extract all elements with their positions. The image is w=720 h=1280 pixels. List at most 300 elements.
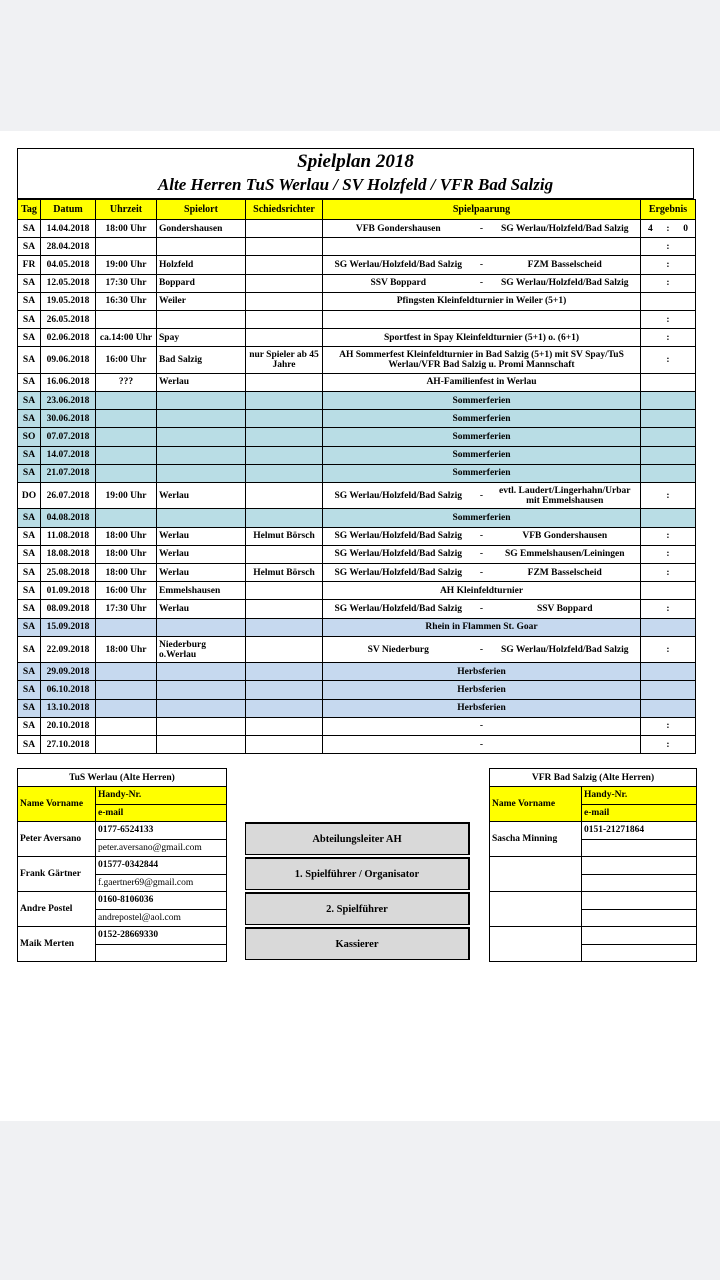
cell-spielpaarung	[323, 663, 641, 681]
result-separator: :	[666, 549, 670, 560]
cell-schiedsrichter: Helmut Börsch	[246, 564, 323, 582]
top-margin	[0, 0, 720, 131]
contact-phone: 0152-28669330	[96, 927, 227, 945]
cell-tag: SA	[18, 446, 41, 464]
cell-uhrzeit	[96, 509, 157, 527]
col-header-datum: Datum	[41, 200, 96, 220]
home-team: SG Werlau/Holzfeld/Bad Salzig	[334, 531, 463, 542]
cell-uhrzeit	[96, 464, 157, 482]
cell-uhrzeit: 16:00 Uhr	[96, 582, 157, 600]
pairing-separator: -	[479, 278, 484, 289]
cell-uhrzeit	[96, 663, 157, 681]
cell-datum: 04.05.2018	[41, 256, 96, 274]
cell-tag: DO	[18, 482, 41, 509]
cell-tag: SA	[18, 392, 41, 410]
contact-phone	[582, 857, 697, 875]
cell-spielort	[157, 663, 246, 681]
result-separator: :	[666, 259, 670, 270]
event-text: Sommerferien	[452, 395, 511, 406]
contact-phone: 01577-0342844	[96, 857, 227, 875]
cell-spielpaarung	[323, 564, 641, 582]
cell-ergebnis	[641, 446, 696, 464]
event-text: Herbsferien	[457, 666, 506, 677]
cell-spielpaarung	[323, 736, 641, 754]
home-team: SG Werlau/Holzfeld/Bad Salzig	[334, 549, 463, 560]
phone-header: Handy-Nr.	[96, 787, 227, 805]
schedule-row	[18, 618, 696, 636]
cell-uhrzeit	[96, 717, 157, 735]
pairing-separator: -	[479, 549, 484, 560]
cell-schiedsrichter	[246, 310, 323, 328]
home-team: SG Werlau/Holzfeld/Bad Salzig	[334, 567, 463, 578]
result-separator: :	[666, 739, 670, 750]
cell-spielort	[157, 681, 246, 699]
cell-schiedsrichter	[246, 582, 323, 600]
schedule-row	[18, 292, 696, 310]
result	[643, 224, 693, 234]
cell-spielort: Boppard	[157, 274, 246, 292]
cell-tag: SA	[18, 663, 41, 681]
schedule-row	[18, 392, 696, 410]
cell-schiedsrichter	[246, 699, 323, 717]
cell-spielort: Emmelshausen	[157, 582, 246, 600]
cell-datum: 12.05.2018	[41, 274, 96, 292]
result-home: 4	[648, 223, 653, 234]
cell-datum: 26.07.2018	[41, 482, 96, 509]
role-kassierer: Kassierer	[245, 927, 470, 960]
cell-uhrzeit: 16:00 Uhr	[96, 347, 157, 374]
cell-spielort	[157, 446, 246, 464]
schedule-row	[18, 274, 696, 292]
contact-email	[582, 944, 697, 962]
result	[643, 740, 693, 750]
cell-uhrzeit	[96, 699, 157, 717]
event-text: Sommerferien	[452, 513, 511, 524]
home-team: SV Niederburg	[367, 644, 429, 655]
cell-uhrzeit: 19:00 Uhr	[96, 482, 157, 509]
schedule-row	[18, 329, 696, 347]
cell-tag: SA	[18, 681, 41, 699]
result-separator: :	[666, 567, 670, 578]
cell-ergebnis	[641, 292, 696, 310]
cell-spielpaarung	[323, 509, 641, 527]
cell-uhrzeit	[96, 310, 157, 328]
cell-schiedsrichter	[246, 329, 323, 347]
event-text: Rhein in Flammen St. Goar	[425, 622, 538, 633]
cell-spielort	[157, 464, 246, 482]
cell-schiedsrichter	[246, 717, 323, 735]
col-header-schiedsrichter: Schiedsrichter	[246, 200, 323, 220]
cell-spielpaarung	[323, 482, 641, 509]
home-team: SG Werlau/Holzfeld/Bad Salzig	[334, 490, 463, 501]
cell-spielpaarung	[323, 238, 641, 256]
result	[643, 549, 693, 559]
cell-ergebnis	[641, 329, 696, 347]
result-separator: :	[666, 355, 670, 366]
cell-spielort: Weiler	[157, 292, 246, 310]
cell-spielpaarung	[323, 220, 641, 238]
result-separator: :	[666, 332, 670, 343]
schedule-header-row	[18, 200, 696, 220]
cell-spielpaarung	[323, 600, 641, 618]
cell-uhrzeit	[96, 238, 157, 256]
cell-schiedsrichter	[246, 238, 323, 256]
cell-ergebnis	[641, 582, 696, 600]
cell-datum: 25.08.2018	[41, 564, 96, 582]
cell-ergebnis	[641, 699, 696, 717]
cell-spielpaarung	[323, 310, 641, 328]
cell-tag: SA	[18, 545, 41, 563]
result	[643, 242, 693, 252]
page-subtitle: Alte Herren TuS Werlau / SV Holzfeld / VFR Bad Salzig	[157, 175, 554, 194]
cell-ergebnis	[641, 482, 696, 509]
pairing-separator: -	[479, 644, 484, 655]
cell-tag: SA	[18, 464, 41, 482]
schedule-row	[18, 600, 696, 618]
phone-header: Handy-Nr.	[582, 787, 697, 805]
cell-spielpaarung	[323, 329, 641, 347]
contact-email	[582, 874, 697, 892]
cell-tag: SA	[18, 329, 41, 347]
result-away: 0	[683, 223, 688, 234]
away-team: VFB Gondershausen	[522, 531, 608, 542]
cell-spielpaarung	[323, 582, 641, 600]
cell-uhrzeit	[96, 410, 157, 428]
contact-name: Frank Gärtner	[18, 857, 96, 892]
cell-spielort	[157, 392, 246, 410]
cell-ergebnis	[641, 428, 696, 446]
away-team: SG Werlau/Holzfeld/Bad Salzig	[500, 223, 629, 234]
cell-tag: SA	[18, 310, 41, 328]
cell-tag: SA	[18, 509, 41, 527]
home-team: VFB Gondershausen	[355, 223, 441, 234]
cell-uhrzeit: 19:00 Uhr	[96, 256, 157, 274]
col-header-spielort: Spielort	[157, 200, 246, 220]
result	[643, 491, 693, 501]
cell-uhrzeit: 18:00 Uhr	[96, 545, 157, 563]
contacts-left-title: TuS Werlau (Alte Herren)	[18, 769, 227, 787]
schedule-row	[18, 564, 696, 582]
contact-email	[96, 944, 227, 962]
cell-schiedsrichter	[246, 509, 323, 527]
schedule-row	[18, 256, 696, 274]
cell-spielort	[157, 238, 246, 256]
match-pairing	[325, 531, 638, 541]
cell-spielpaarung	[323, 446, 641, 464]
schedule-row	[18, 220, 696, 238]
schedule-row	[18, 681, 696, 699]
event-text: AH Sommerfest Kleinfeldturnier in Bad Salzig (5+1) mit SV Spay/TuS Werlau/VFR Bad Salzig u. Promi Mannschaft	[339, 350, 624, 371]
cell-tag: SA	[18, 274, 41, 292]
cell-schiedsrichter	[246, 663, 323, 681]
event-text: AH-Familienfest in Werlau	[426, 377, 537, 388]
role-spielfuehrer-1: 1. Spielführer / Organisator	[245, 857, 470, 890]
cell-datum: 18.08.2018	[41, 545, 96, 563]
cell-schiedsrichter	[246, 446, 323, 464]
cell-spielort: Holzfeld	[157, 256, 246, 274]
cell-ergebnis	[641, 392, 696, 410]
schedule-row	[18, 736, 696, 754]
cell-datum: 14.07.2018	[41, 446, 96, 464]
cell-ergebnis	[641, 220, 696, 238]
cell-spielort: Bad Salzig	[157, 347, 246, 374]
cell-datum: 22.09.2018	[41, 636, 96, 663]
cell-spielpaarung	[323, 464, 641, 482]
cell-schiedsrichter	[246, 373, 323, 391]
schedule-row	[18, 636, 696, 663]
cell-datum: 01.09.2018	[41, 582, 96, 600]
contact-name: Sascha Minning	[490, 822, 582, 857]
email-header: e-mail	[582, 804, 697, 822]
cell-spielort: Gondershausen	[157, 220, 246, 238]
cell-datum: 09.06.2018	[41, 347, 96, 374]
result-separator: :	[666, 278, 670, 289]
cell-ergebnis	[641, 527, 696, 545]
pairing-separator: -	[479, 223, 484, 234]
cell-datum: 13.10.2018	[41, 699, 96, 717]
contacts-tus-werlau	[17, 768, 227, 962]
cell-spielort	[157, 736, 246, 754]
home-team: SG Werlau/Holzfeld/Bad Salzig	[334, 259, 463, 270]
cell-spielort: Werlau	[157, 564, 246, 582]
match-pairing	[325, 645, 638, 655]
cell-uhrzeit	[96, 428, 157, 446]
cell-spielpaarung	[323, 392, 641, 410]
result	[643, 604, 693, 614]
cell-spielort	[157, 509, 246, 527]
cell-schiedsrichter	[246, 392, 323, 410]
cell-datum: 15.09.2018	[41, 618, 96, 636]
cell-tag: SA	[18, 636, 41, 663]
cell-datum: 27.10.2018	[41, 736, 96, 754]
schedule-row	[18, 410, 696, 428]
schedule-row	[18, 482, 696, 509]
cell-ergebnis	[641, 717, 696, 735]
cell-tag: SA	[18, 410, 41, 428]
event-text: Sommerferien	[452, 413, 511, 424]
away-team: SG Werlau/Holzfeld/Bad Salzig	[500, 278, 629, 289]
bottom-margin	[0, 1121, 720, 1280]
cell-datum: 11.08.2018	[41, 527, 96, 545]
cell-spielort	[157, 410, 246, 428]
event-text: Herbsferien	[457, 703, 506, 714]
cell-ergebnis	[641, 373, 696, 391]
cell-datum: 02.06.2018	[41, 329, 96, 347]
name-header: Name Vorname	[490, 787, 582, 822]
cell-schiedsrichter: nur Spieler ab 45 Jahre	[246, 347, 323, 374]
schedule-row	[18, 347, 696, 374]
schedule-row	[18, 310, 696, 328]
cell-spielpaarung	[323, 274, 641, 292]
cell-spielort	[157, 717, 246, 735]
cell-schiedsrichter	[246, 410, 323, 428]
col-header-uhrzeit: Uhrzeit	[96, 200, 157, 220]
cell-datum: 29.09.2018	[41, 663, 96, 681]
result	[643, 721, 693, 731]
cell-datum: 14.04.2018	[41, 220, 96, 238]
cell-tag: SA	[18, 618, 41, 636]
match-pairing	[325, 604, 638, 614]
contacts-right-title: VFR Bad Salzig (Alte Herren)	[490, 769, 697, 787]
name-header: Name Vorname	[18, 787, 96, 822]
cell-uhrzeit: 18:00 Uhr	[96, 220, 157, 238]
match-pairing	[325, 260, 638, 270]
cell-datum: 16.06.2018	[41, 373, 96, 391]
event-text: Sommerferien	[452, 450, 511, 461]
cell-tag: SA	[18, 717, 41, 735]
event-text: Sommerferien	[452, 468, 511, 479]
cell-tag: SA	[18, 699, 41, 717]
match-pairing	[325, 486, 638, 506]
schedule-row	[18, 545, 696, 563]
event-text: AH Kleinfeldturnier	[439, 585, 524, 596]
cell-datum: 04.08.2018	[41, 509, 96, 527]
cell-ergebnis	[641, 274, 696, 292]
cell-spielpaarung	[323, 292, 641, 310]
result-separator: :	[666, 603, 670, 614]
contacts-vfr-bad-salzig	[489, 768, 697, 962]
cell-schiedsrichter	[246, 274, 323, 292]
contact-phone	[582, 927, 697, 945]
result	[643, 333, 693, 343]
match-pairing	[325, 278, 638, 288]
cell-ergebnis	[641, 600, 696, 618]
schedule-row	[18, 663, 696, 681]
cell-tag: SO	[18, 428, 41, 446]
match-pairing	[325, 224, 638, 234]
cell-ergebnis	[641, 736, 696, 754]
cell-spielpaarung	[323, 428, 641, 446]
cell-datum: 19.05.2018	[41, 292, 96, 310]
cell-schiedsrichter	[246, 292, 323, 310]
cell-spielpaarung	[323, 618, 641, 636]
cell-uhrzeit: 18:00 Uhr	[96, 636, 157, 663]
cell-schiedsrichter	[246, 464, 323, 482]
cell-ergebnis	[641, 636, 696, 663]
role-spielfuehrer-2: 2. Spielführer	[245, 892, 470, 925]
cell-spielpaarung	[323, 410, 641, 428]
cell-spielpaarung	[323, 717, 641, 735]
cell-spielort: Werlau	[157, 545, 246, 563]
cell-uhrzeit	[96, 736, 157, 754]
cell-schiedsrichter	[246, 256, 323, 274]
cell-schiedsrichter	[246, 681, 323, 699]
cell-spielpaarung	[323, 527, 641, 545]
result	[643, 531, 693, 541]
result	[643, 568, 693, 578]
schedule-row	[18, 238, 696, 256]
schedule-row	[18, 428, 696, 446]
cell-uhrzeit: 17:30 Uhr	[96, 274, 157, 292]
cell-schiedsrichter	[246, 618, 323, 636]
result	[643, 315, 693, 325]
cell-uhrzeit	[96, 618, 157, 636]
cell-spielpaarung	[323, 636, 641, 663]
cell-datum: 30.06.2018	[41, 410, 96, 428]
pairing-separator: -	[479, 567, 484, 578]
schedule-row	[18, 527, 696, 545]
cell-ergebnis	[641, 545, 696, 563]
away-team: SSV Boppard	[536, 603, 593, 614]
page-title: Spielplan 2018	[297, 151, 414, 172]
match-pairing	[325, 549, 638, 559]
away-team: SG Werlau/Holzfeld/Bad Salzig	[500, 644, 629, 655]
cell-spielpaarung	[323, 699, 641, 717]
cell-uhrzeit	[96, 681, 157, 699]
cell-uhrzeit: 18:00 Uhr	[96, 564, 157, 582]
contact-email: andrepostel@aol.com	[96, 909, 227, 927]
cell-spielpaarung	[323, 256, 641, 274]
pairing-separator: -	[479, 259, 484, 270]
cell-ergebnis	[641, 663, 696, 681]
away-team: FZM Basselscheid	[527, 567, 602, 578]
cell-spielort: Werlau	[157, 373, 246, 391]
cell-schiedsrichter: Helmut Börsch	[246, 527, 323, 545]
title-box	[17, 148, 694, 199]
result-separator: :	[666, 490, 670, 501]
schedule-row	[18, 446, 696, 464]
cell-datum: 23.06.2018	[41, 392, 96, 410]
cell-spielpaarung	[323, 545, 641, 563]
cell-schiedsrichter	[246, 482, 323, 509]
cell-uhrzeit: ca.14:00 Uhr	[96, 329, 157, 347]
contact-name: Maik Merten	[18, 927, 96, 962]
cell-uhrzeit	[96, 446, 157, 464]
schedule-row	[18, 509, 696, 527]
email-header: e-mail	[96, 804, 227, 822]
result	[643, 260, 693, 270]
contact-name	[490, 892, 582, 927]
cell-spielort	[157, 618, 246, 636]
cell-tag: SA	[18, 736, 41, 754]
cell-tag: SA	[18, 564, 41, 582]
roles-column	[245, 822, 470, 962]
cell-tag: SA	[18, 373, 41, 391]
contact-phone	[582, 892, 697, 910]
contact-phone: 0151-21271864	[582, 822, 697, 840]
home-team: SSV Boppard	[370, 278, 427, 289]
result-separator: :	[666, 531, 670, 542]
result	[643, 278, 693, 288]
result-separator: :	[666, 241, 670, 252]
away-team: SG Emmelshausen/Leiningen	[504, 549, 625, 560]
schedule-row	[18, 582, 696, 600]
result	[643, 645, 693, 655]
contact-name	[490, 927, 582, 962]
cell-tag: SA	[18, 220, 41, 238]
event-text: -	[479, 739, 484, 750]
cell-ergebnis	[641, 410, 696, 428]
result-separator: :	[666, 644, 670, 655]
cell-datum: 20.10.2018	[41, 717, 96, 735]
cell-ergebnis	[641, 509, 696, 527]
event-text: Sportfest in Spay Kleinfeldturnier (5+1) o. (6+1)	[383, 332, 580, 343]
cell-spielort	[157, 699, 246, 717]
cell-tag: SA	[18, 582, 41, 600]
result-separator: :	[666, 223, 670, 234]
cell-uhrzeit: 16:30 Uhr	[96, 292, 157, 310]
cell-spielort: Niederburg o.Werlau	[157, 636, 246, 663]
cell-datum: 21.07.2018	[41, 464, 96, 482]
cell-schiedsrichter	[246, 736, 323, 754]
contact-email: peter.aversano@gmail.com	[96, 839, 227, 857]
cell-tag: SA	[18, 600, 41, 618]
col-header-ergebnis: Ergebnis	[641, 200, 696, 220]
contact-email: f.gaertner69@gmail.com	[96, 874, 227, 892]
cell-uhrzeit: ???	[96, 373, 157, 391]
cell-uhrzeit	[96, 392, 157, 410]
role-abteilungsleiter: Abteilungsleiter AH	[245, 822, 470, 855]
